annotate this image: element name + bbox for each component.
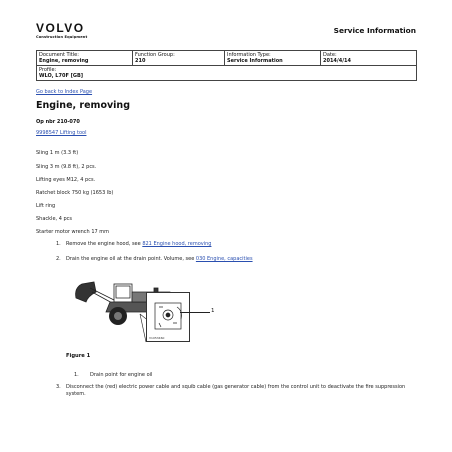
tool-item: Ratchet block 750 kg (1653 lb) — [36, 190, 114, 196]
lifting-tool-link[interactable]: 9998547 Lifting tool — [36, 130, 87, 136]
document-title-cell — [37, 51, 133, 66]
callout-number: 1 — [211, 308, 215, 314]
information-type-value: Service Information — [227, 58, 283, 64]
page-title: Engine, removing — [36, 100, 130, 111]
profile-label: Profile: — [39, 66, 57, 73]
document-kind: Service Information — [333, 26, 416, 35]
document-title-label: Document Title: — [39, 51, 79, 58]
engine-capacities-link[interactable]: 030 Engine, capacities — [195, 256, 253, 262]
volvo-logo — [36, 22, 87, 39]
step-number: 2. — [56, 256, 61, 262]
function-group-value: 210 — [135, 58, 146, 64]
figure-legend — [74, 372, 152, 378]
tool-item: Lift ring — [36, 203, 56, 209]
logo-wordmark: VOLVO — [36, 21, 85, 35]
function-group-cell — [133, 51, 225, 66]
tool-item: Sling 3 m (9.8 ft), 2 pcs. — [36, 164, 97, 170]
function-group-label: Function Group: — [135, 51, 175, 58]
step-number: 1. — [56, 241, 61, 247]
step-text: Drain the engine oil at the drain point. Volume, see — [66, 256, 196, 262]
profile-value: WLO, L70F [GB] — [39, 73, 84, 79]
step-number: 3. — [56, 384, 61, 390]
step-1 — [56, 241, 211, 247]
operation-number: Op nbr 210-070 — [36, 119, 80, 125]
tool-item: Shackle, 4 pcs — [36, 216, 72, 222]
drain-point-detail-box — [146, 292, 190, 342]
step-text: Disconnect the (red) electric power cable and squib cable (gas generator cable) from the control unit to deactivate the fire suppression system. — [66, 384, 406, 397]
legend-text: Drain point for engine oil — [90, 372, 153, 378]
callout-leader-line — [180, 312, 210, 313]
legend-number: 1. — [74, 372, 79, 378]
engine-hood-removing-link[interactable]: 821 Engine hood, removing — [142, 241, 212, 247]
figure-caption: Figure 1 — [66, 353, 91, 359]
logo-subtitle: Construction Equipment — [36, 35, 88, 39]
back-to-index-link[interactable]: Go back to Index Page — [36, 89, 93, 95]
date-cell — [321, 51, 417, 66]
step-text: Remove the engine hood, see — [66, 241, 143, 247]
profile-cell — [37, 66, 417, 81]
document-meta-table — [36, 50, 417, 81]
tool-item: Sling 1 m (3.3 ft) — [36, 150, 79, 156]
information-type-label: Information Type: — [227, 51, 271, 58]
document-title-value: Engine, removing — [39, 58, 89, 64]
figure-reference-code: V1053460 — [149, 336, 165, 340]
date-label: Date: — [323, 51, 337, 58]
tool-item: Starter motor wrench 17 mm — [36, 229, 110, 235]
date-value: 2014/4/14 — [323, 58, 352, 64]
information-type-cell — [225, 51, 321, 66]
page-header — [36, 22, 416, 46]
tool-item: Lifting eyes M12, 4 pcs. — [36, 177, 96, 183]
